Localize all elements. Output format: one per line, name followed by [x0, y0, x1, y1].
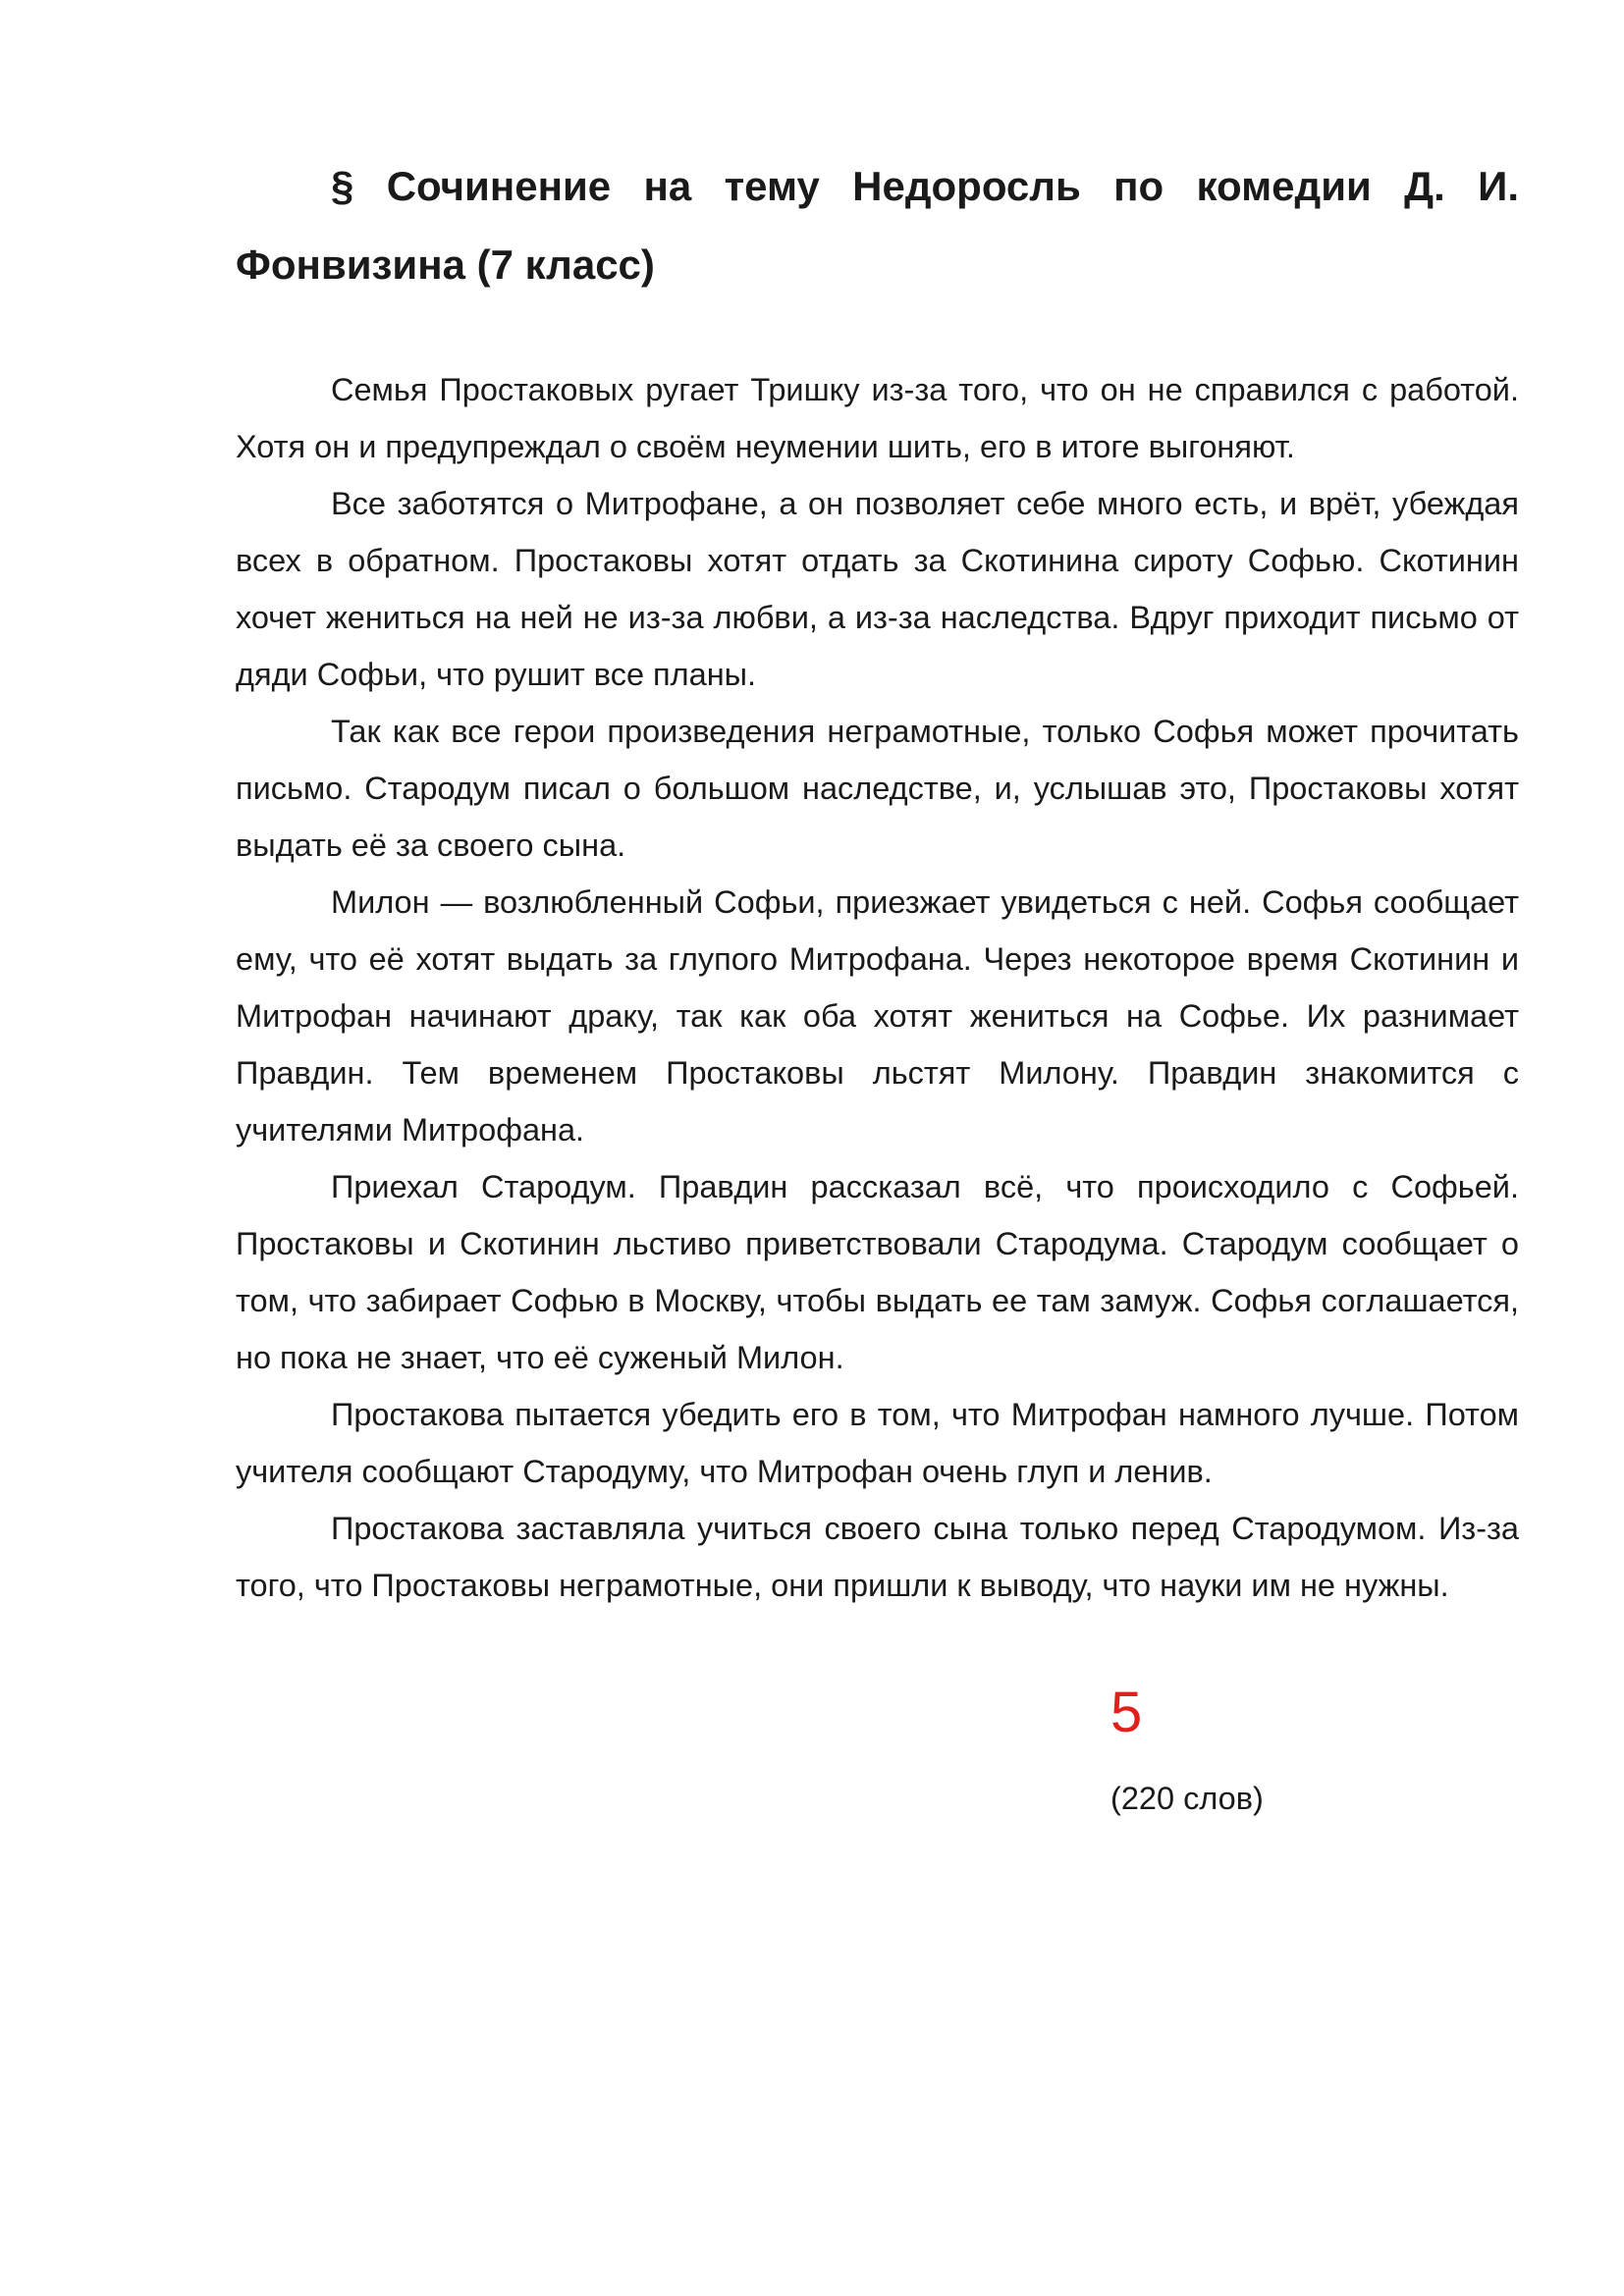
word-count: (220 слов) [1110, 1781, 1264, 1816]
paragraph: Простакова заставляла учиться своего сына только перед Стародумом. Из-за того, что Простаковы неграмотные, они пришли к выводу, что науки им не нужны. [236, 1511, 1519, 1603]
paragraph: Милон — возлюбленный Софьи, приезжает увидеться с ней. Софья сообщает ему, что её хотят выдать за глупого Митрофана. Через некоторое время Скотинин и Митрофан начинают драку, так как оба хотят жениться на Софье. Их разнимает Правдин. Тем временем Простаковы льстят Милону. Правдин знакомится с учителями Митрофана. [236, 884, 1519, 1148]
document-body [236, 361, 1519, 1614]
paragraph: Семья Простаковых ругает Тришку из-за того, что он не справился с работой. Хотя он и предупреждал о своём неумении шить, его в итоге выгоняют. [236, 372, 1519, 464]
paragraph: Все заботятся о Митрофане, а он позволяет себе много есть, и врёт, убеждая всех в обратном. Простаковы хотят отдать за Скотинина сироту Софью. Скотинин хочет жениться на ней не из-за любви, а из-за наследства. Вдруг приходит письмо от дяди Софьи, что рушит все планы. [236, 486, 1519, 692]
document-page [236, 147, 1519, 1614]
paragraph: Приехал Стародум. Правдин рассказал всё, что происходило с Софьей. Простаковы и Скотинин льстиво приветствовали Стародума. Стародум сообщает о том, что забирает Софью в Москву, чтобы выдать ее там замуж. Софья соглашается, но пока не знает, что её суженый Милон. [236, 1169, 1519, 1375]
paragraph: Так как все герои произведения неграмотные, только Софья может прочитать письмо. Стародум писал о большом наследстве, и, услышав это, Простаковы хотят выдать её за своего сына. [236, 714, 1519, 863]
paragraph: Простакова пытается убедить его в том, что Митрофан намного лучше. Потом учителя сообщают Стародуму, что Митрофан очень глуп и ленив. [236, 1397, 1519, 1489]
document-title: § Сочинение на тему Недоросль по комедии Д. И. Фонвизина (7 класс) [236, 163, 1519, 288]
grade-mark: 5 [1110, 1681, 1143, 1744]
